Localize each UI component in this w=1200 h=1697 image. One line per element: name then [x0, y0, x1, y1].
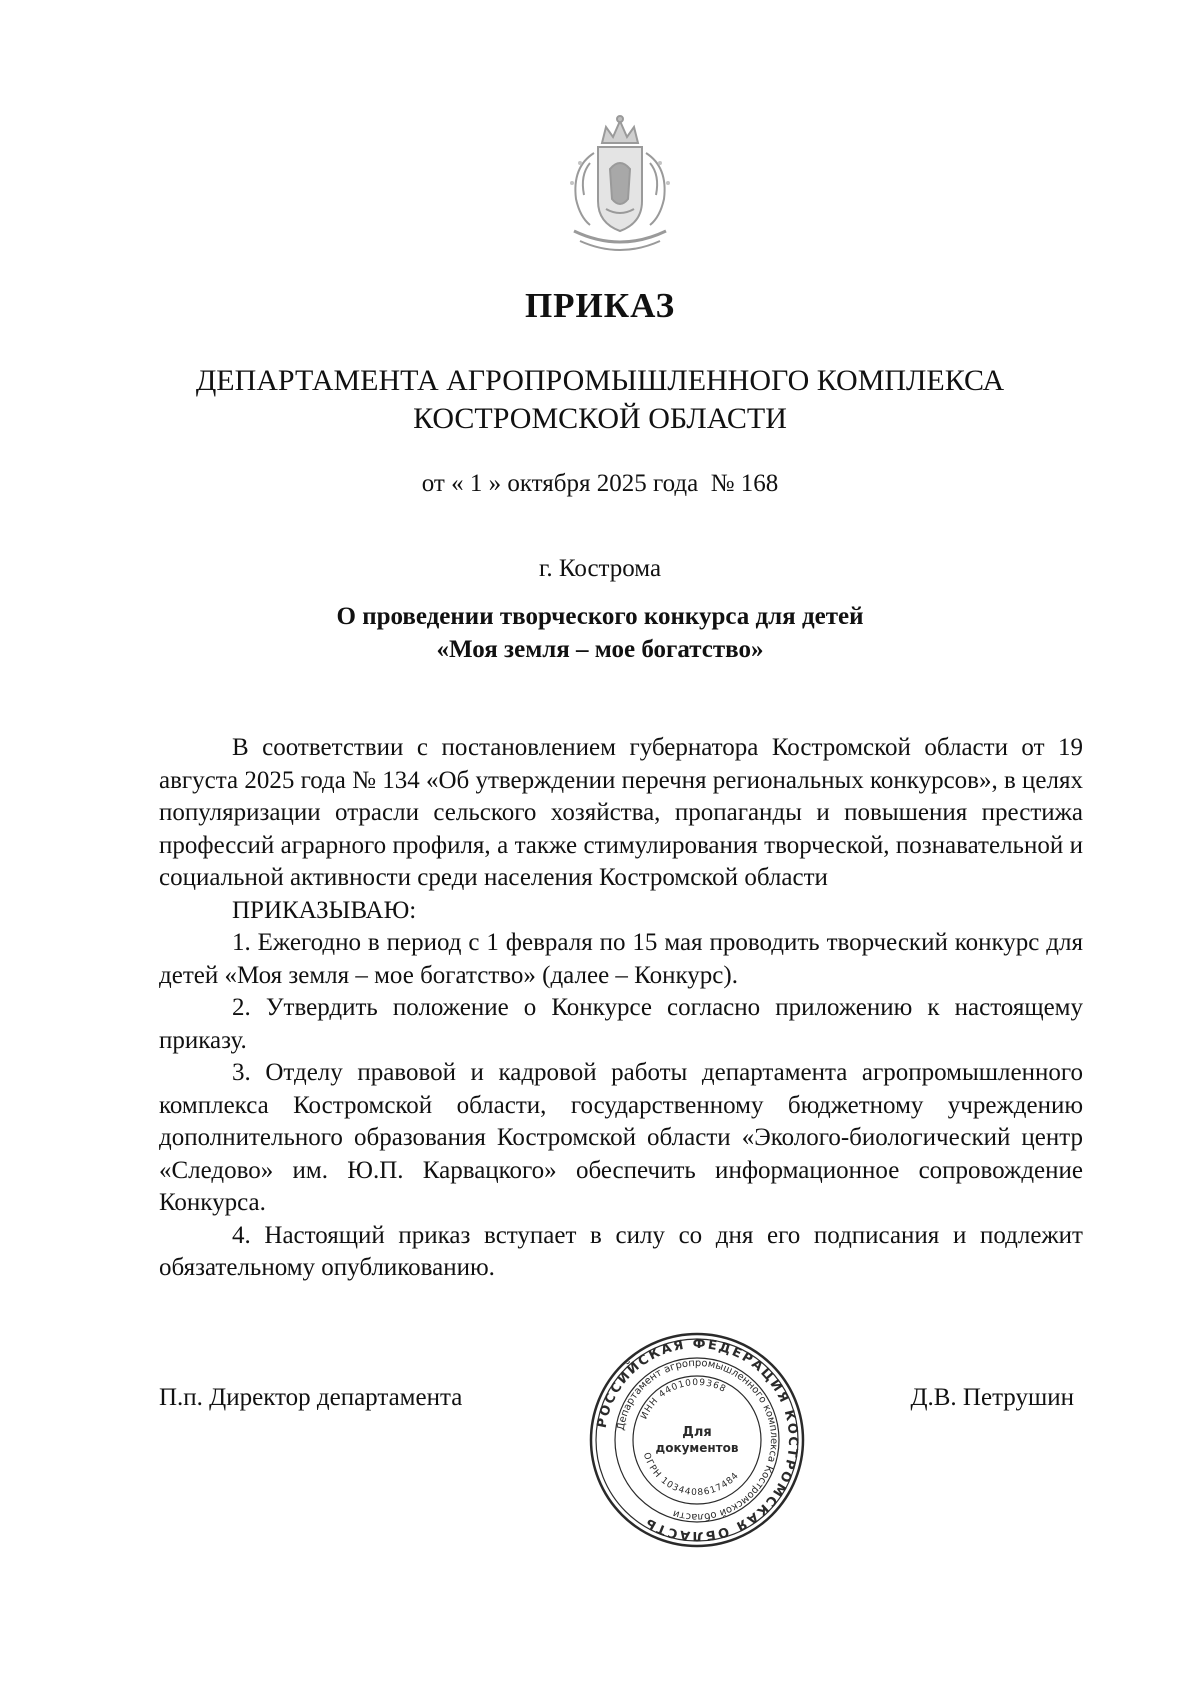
- document-title: ПРИКАЗ: [524, 286, 676, 325]
- department-line-1: ДЕПАРТАМЕНТА АГРОПРОМЫШЛЕННОГО КОМПЛЕКСА: [195, 364, 1005, 397]
- official-seal-stamp: [587, 1330, 807, 1550]
- svg-text:ОГРН 1034408617484: [641, 1451, 742, 1498]
- order-item-3: 3. Отделу правовой и кадровой работы департамента агропромышленного комплекса Костромской области, государственному бюджетному учреждению дополнительного образования Костромской области «Эколого-биологический центр «Следово» им. Ю.П. Карвацкого» обеспечить информационное сопровождение Конкурса.: [159, 1059, 1083, 1216]
- coat-of-arms-icon: [550, 113, 690, 263]
- seal-inner-text: Департамент агропромышленного комплекса Костромской области: [615, 1357, 780, 1523]
- order-item-1: 1. Ежегодно в период с 1 февраля по 15 мая проводить творческий конкурс для детей «Моя земля – мое богатство» (далее – Конкурс).: [159, 929, 1083, 989]
- city: г. Кострома: [538, 555, 662, 582]
- subject-line-2: «Моя земля – мое богатство»: [436, 636, 764, 663]
- date-and-number: от « 1 » октября 2025 года № 168: [421, 470, 779, 497]
- seal-outer-text: РОССИЙСКАЯ ФЕДЕРАЦИЯ КОСТРОМСКАЯ ОБЛАСТЬ: [594, 1336, 801, 1544]
- signatory-name: Д.В. Петрушин: [910, 1384, 1074, 1411]
- department-line-2: КОСТРОМСКОЙ ОБЛАСТИ: [413, 402, 787, 435]
- seal-center-line-2: документов: [655, 1441, 739, 1455]
- order-word: ПРИКАЗЫВАЮ:: [232, 896, 417, 924]
- seal-center-line-1: Для: [682, 1425, 712, 1440]
- seal-ogrn: ОГРН 1034408617484: [640, 1451, 742, 1499]
- seal-inn: ИНН 4401009368: [639, 1377, 728, 1422]
- subject-line-1: О проведении творческого конкурса для детей: [336, 603, 864, 630]
- order-body: [159, 732, 1083, 1285]
- order-item-2: 2. Утвердить положение о Конкурсе согласно приложению к настоящему приказу.: [159, 994, 1083, 1054]
- department-name: [0, 362, 1200, 438]
- signatory-position: П.п. Директор департамента: [159, 1384, 463, 1411]
- preamble-paragraph: В соответствии с постановлением губернатора Костромской области от 19 августа 2025 года № 134 «Об утверждении перечня региональных конкурсов», в целях популяризации отрасли сельского хозяйства, пропаганды и повышения престижа профессий аграрного профиля, а также стимулирования творческой, познавательной и социальной активности среди населения Костромской области: [159, 734, 1083, 891]
- order-subject: [0, 600, 1200, 666]
- order-item-4: 4. Настоящий приказ вступает в силу со дня его подписания и подлежит обязательному опубликованию.: [159, 1221, 1083, 1281]
